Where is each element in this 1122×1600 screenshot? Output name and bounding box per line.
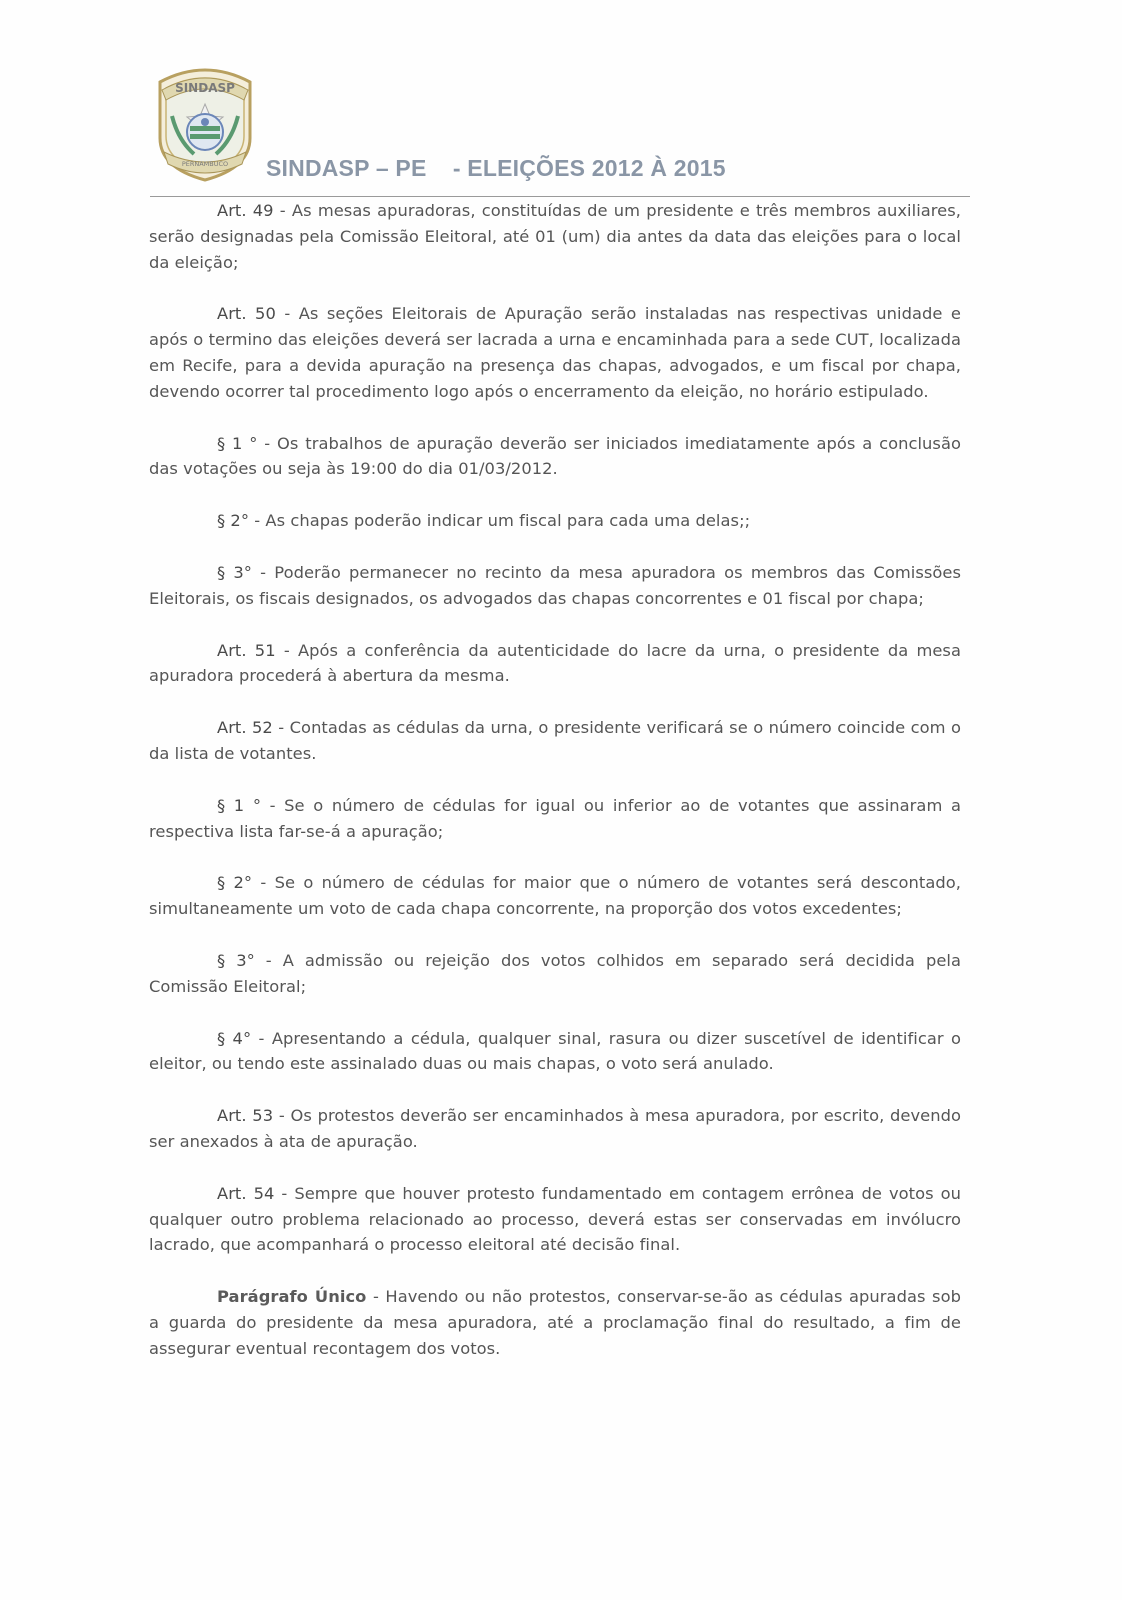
article-text: - A admissão ou rejeição dos votos colhidos em separado será decidida pela Comissão Eleitoral; [149, 950, 961, 996]
article-label: Art. 51 [217, 640, 276, 660]
article-paragraph [149, 560, 961, 612]
article-label: Art. 54 [217, 1183, 275, 1203]
article-text: - Havendo ou não protestos, conservar-se-ão as cédulas apuradas sob a guarda do presidente da mesa apuradora, até a proclamação final do resultado, a fim de assegurar eventual recontagem dos votos. [149, 1287, 961, 1358]
article-label: § 4° [217, 1028, 252, 1048]
article-label: § 1 ° [217, 795, 262, 815]
article-text: - Os trabalhos de apuração deverão ser iniciados imediatamente após a conclusão das votações ou seja às 19:00 do dia 01/03/2012. [149, 433, 961, 479]
article-label: Art. 49 [217, 201, 274, 220]
header-divider [150, 196, 970, 197]
article-paragraph [149, 1284, 961, 1361]
article-text: - Se o número de cédulas for igual ou inferior ao de votantes que assinaram a respectiva lista far-se-á a apuração; [149, 795, 961, 841]
article-text: - Os protestos deverão ser encaminhados à mesa apuradora, por escrito, devendo ser anexados à ata de apuração. [149, 1106, 961, 1151]
article-paragraph [149, 431, 961, 483]
article-text: - Se o número de cédulas for maior que o número de votantes será descontado, simultaneamente um voto de cada chapa concorrente, na proporção dos votos excedentes; [149, 873, 962, 919]
article-label: Art. 53 [217, 1106, 274, 1126]
article-text: - Sempre que houver protesto fundamentado em contagem errônea de votos ou qualquer outro problema relacionado ao processo, deverá estas ser conservadas em invólucro lacrado, que acompanhará o processo eleitoral até decisão final. [149, 1183, 961, 1255]
article-paragraph [149, 1026, 961, 1078]
article-paragraph [149, 870, 961, 922]
logo-top-text: SINDASP [175, 81, 235, 95]
article-label: Art. 50 [217, 304, 276, 324]
article-label: § 2° [217, 873, 253, 893]
article-paragraph [149, 508, 961, 534]
article-paragraph [149, 638, 961, 690]
article-paragraph [149, 715, 961, 767]
article-paragraph [149, 793, 961, 845]
article-text: - Poderão permanecer no recinto da mesa apuradora os membros das Comissões Eleitorais, os fiscais designados, os advogados das chapas concorrentes e 01 fiscal por chapa; [149, 562, 961, 608]
article-text: - As mesas apuradoras, constituídas de um presidente e três membros auxiliares, serão designadas pela Comissão Eleitoral, até 01 (um) dia antes da data das eleições para o local da eleição; [149, 201, 962, 272]
logo-bottom-text: PERNAMBUCO [181, 160, 229, 168]
article-label: § 3° [217, 562, 252, 582]
article-text: - As chapas poderão indicar um fiscal para cada uma delas;; [249, 511, 751, 531]
article-text: - Contadas as cédulas da urna, o presidente verificará se o número coincide com o da lista de votantes. [149, 718, 961, 763]
article-paragraph [149, 1103, 961, 1155]
header-title: SINDASP – PE - ELEIÇÕES 2012 À 2015 [266, 155, 726, 181]
article-label: § 2° [217, 511, 250, 531]
article-label: § 1 ° [217, 433, 258, 453]
article-paragraph [149, 1181, 961, 1258]
article-paragraph [149, 301, 961, 404]
article-label: § 3° [217, 950, 255, 970]
article-label: Art. 52 [217, 718, 273, 738]
article-text: - Apresentando a cédula, qualquer sinal, rasura ou dizer suscetível de identificar o eleitor, ou tendo este assinalado duas ou mais chapas, o voto será anulado. [149, 1028, 962, 1074]
article-paragraph [149, 948, 961, 1000]
article-text: - As seções Eleitorais de Apuração serão instaladas nas respectivas unidade e após o termino das eleições deverá ser lacrada a urna e encaminhada para a sede CUT, localizada em Recife, para a devida apuração na presença das chapas, advogados, e um fiscal por chapa, devendo ocorrer tal procedimento logo após o encerramento da eleição, no horário estipulado. [149, 304, 962, 401]
page-header [150, 60, 970, 200]
article-text: - Após a conferência da autenticidade do lacre da urna, o presidente da mesa apuradora procederá à abertura da mesma. [149, 640, 961, 686]
sindasp-emblem-icon [150, 60, 260, 182]
article-paragraph [149, 198, 961, 275]
document-body [149, 198, 961, 1388]
article-label: Parágrafo Único [217, 1287, 367, 1307]
